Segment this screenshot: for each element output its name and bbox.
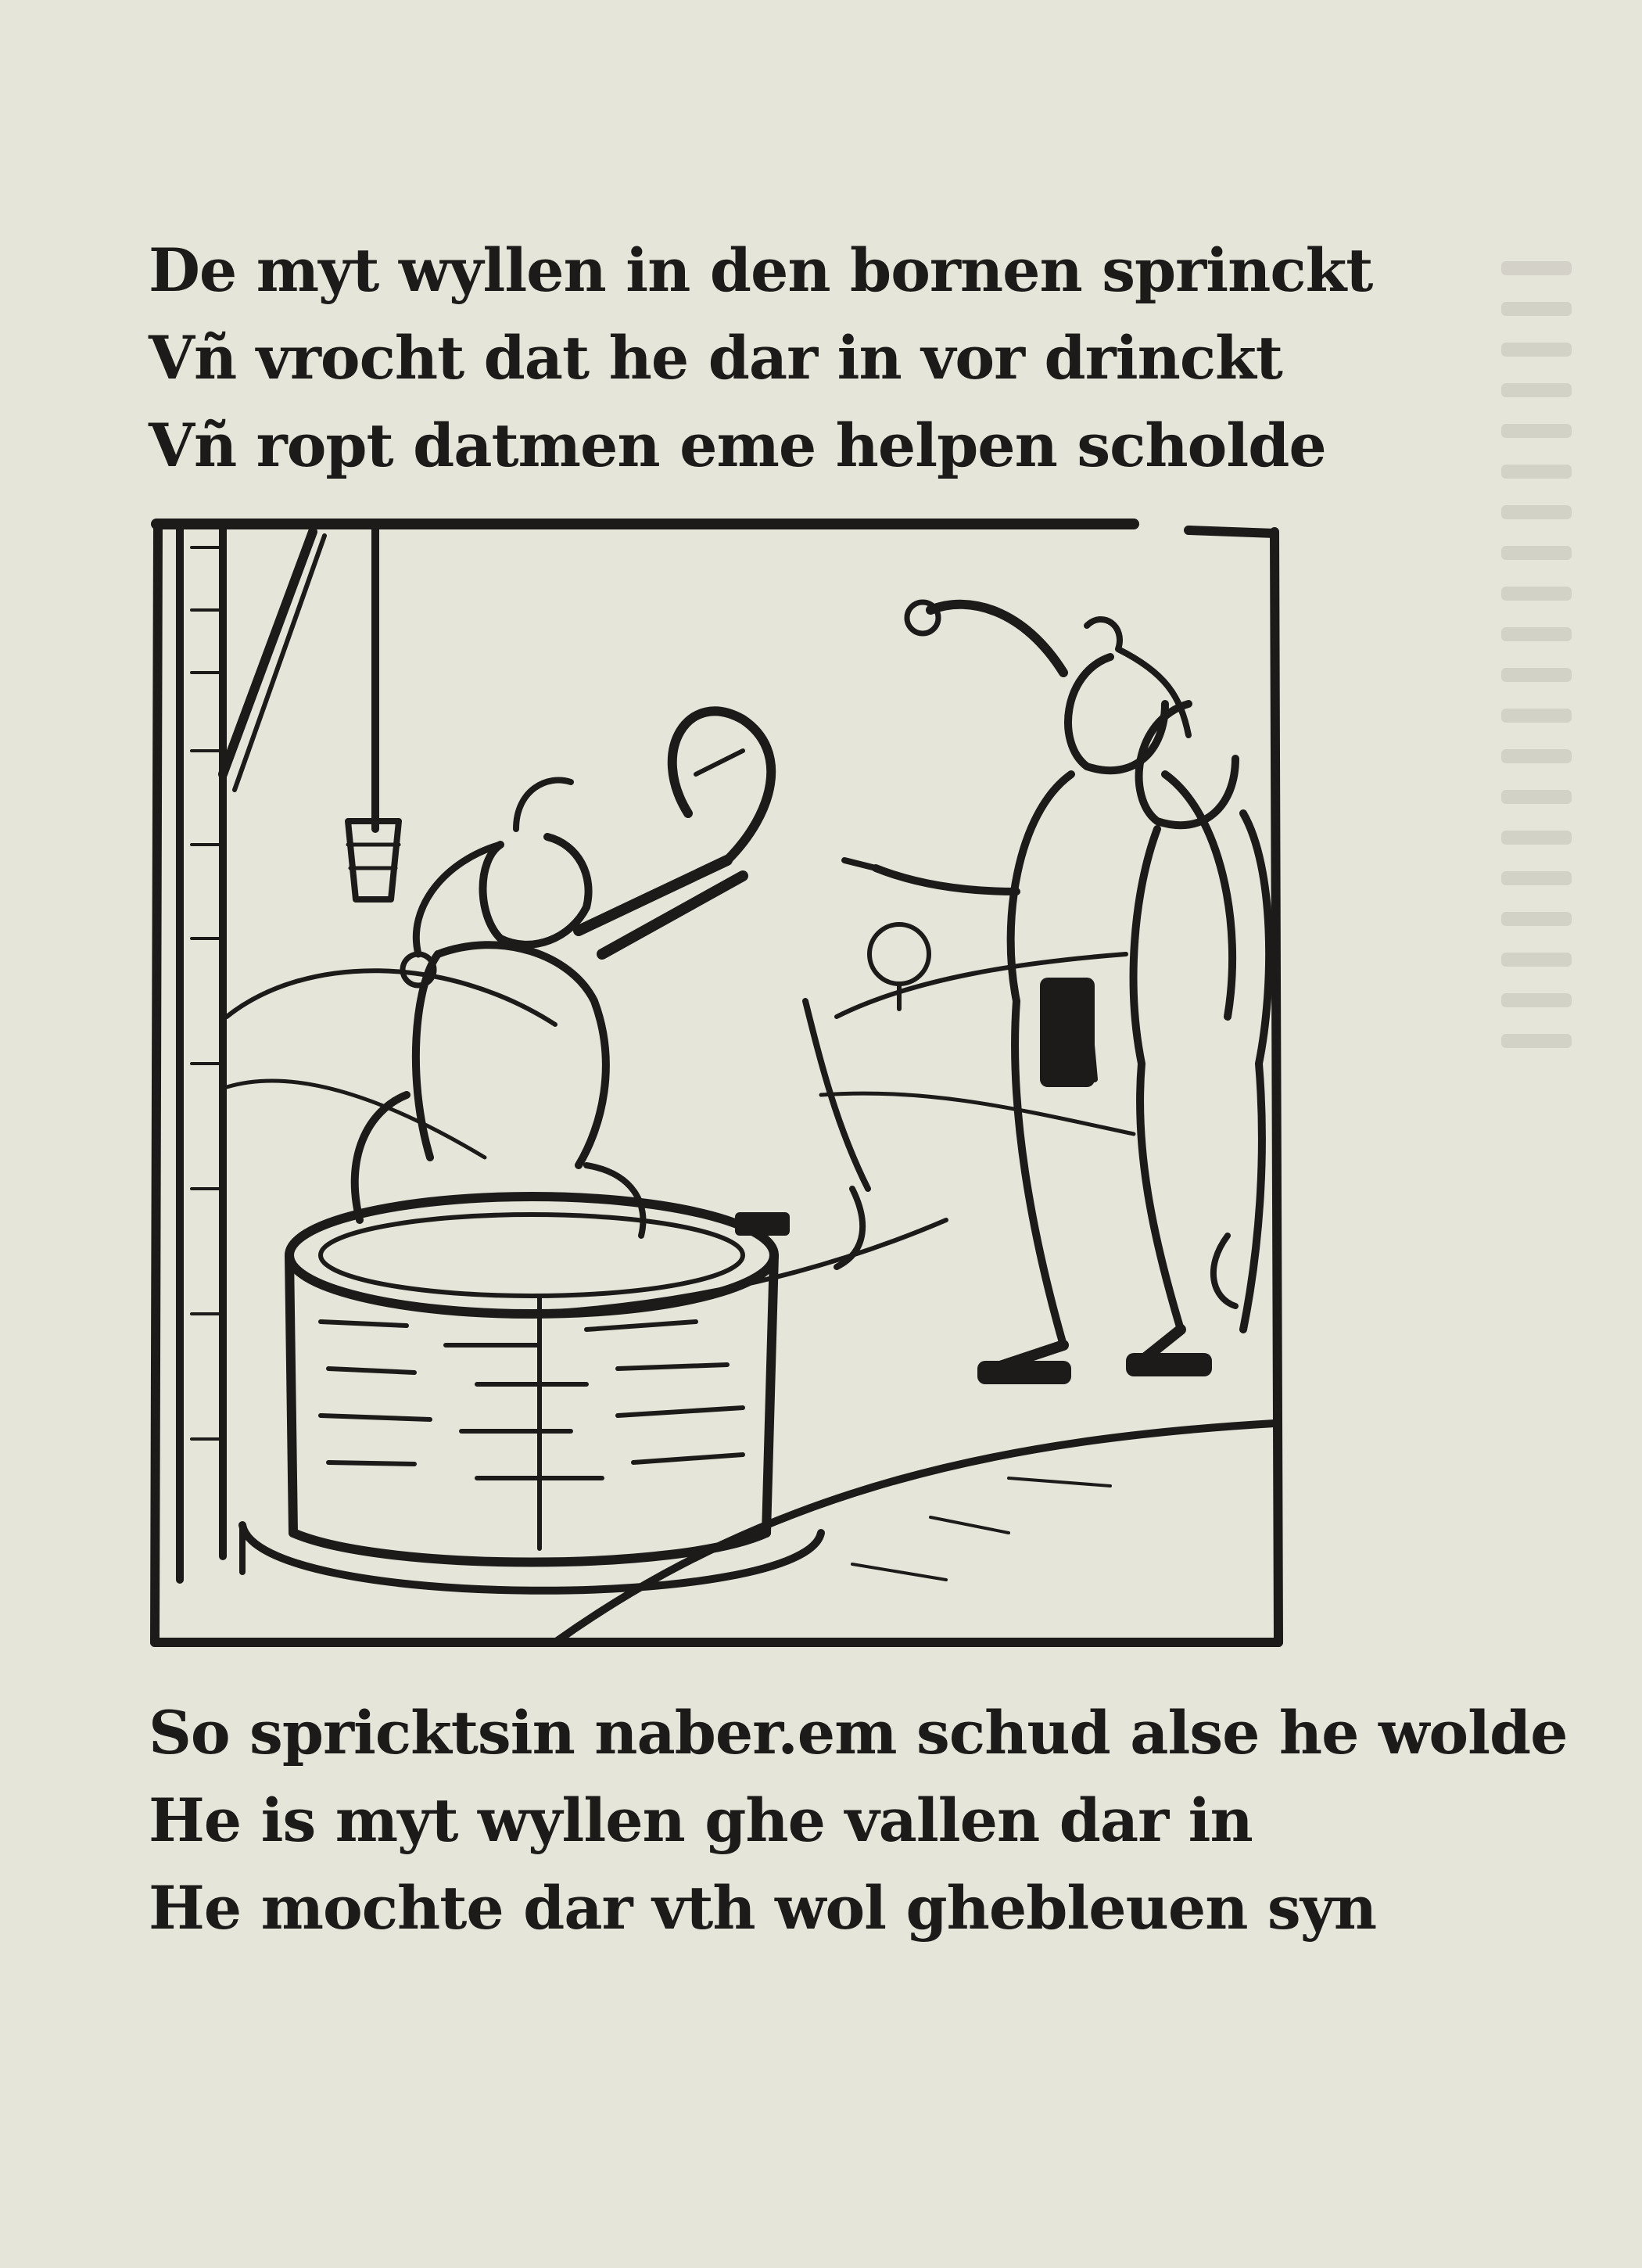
verse-line: De myt wyllen in den bornen sprinckt xyxy=(149,235,1373,305)
verse-line: Vñ vrocht dat he dar in vor drinckt xyxy=(149,323,1282,393)
verse-top xyxy=(149,227,1372,490)
woodcut-illustration xyxy=(149,516,1290,1650)
verse-line: So spricktsin naber.em schud alse he wolde xyxy=(149,1698,1568,1767)
verse-line: He mochte dar vth wol ghebleuen syn xyxy=(149,1873,1377,1943)
show-through-text xyxy=(1501,235,1572,1721)
woodcut-drawing xyxy=(149,516,1290,1650)
verse-line: Vñ ropt datmen eme helpen scholde xyxy=(149,411,1326,480)
verse-line: He is myt wyllen ghe vallen dar in xyxy=(149,1785,1253,1855)
verse-bottom xyxy=(149,1689,1567,1952)
